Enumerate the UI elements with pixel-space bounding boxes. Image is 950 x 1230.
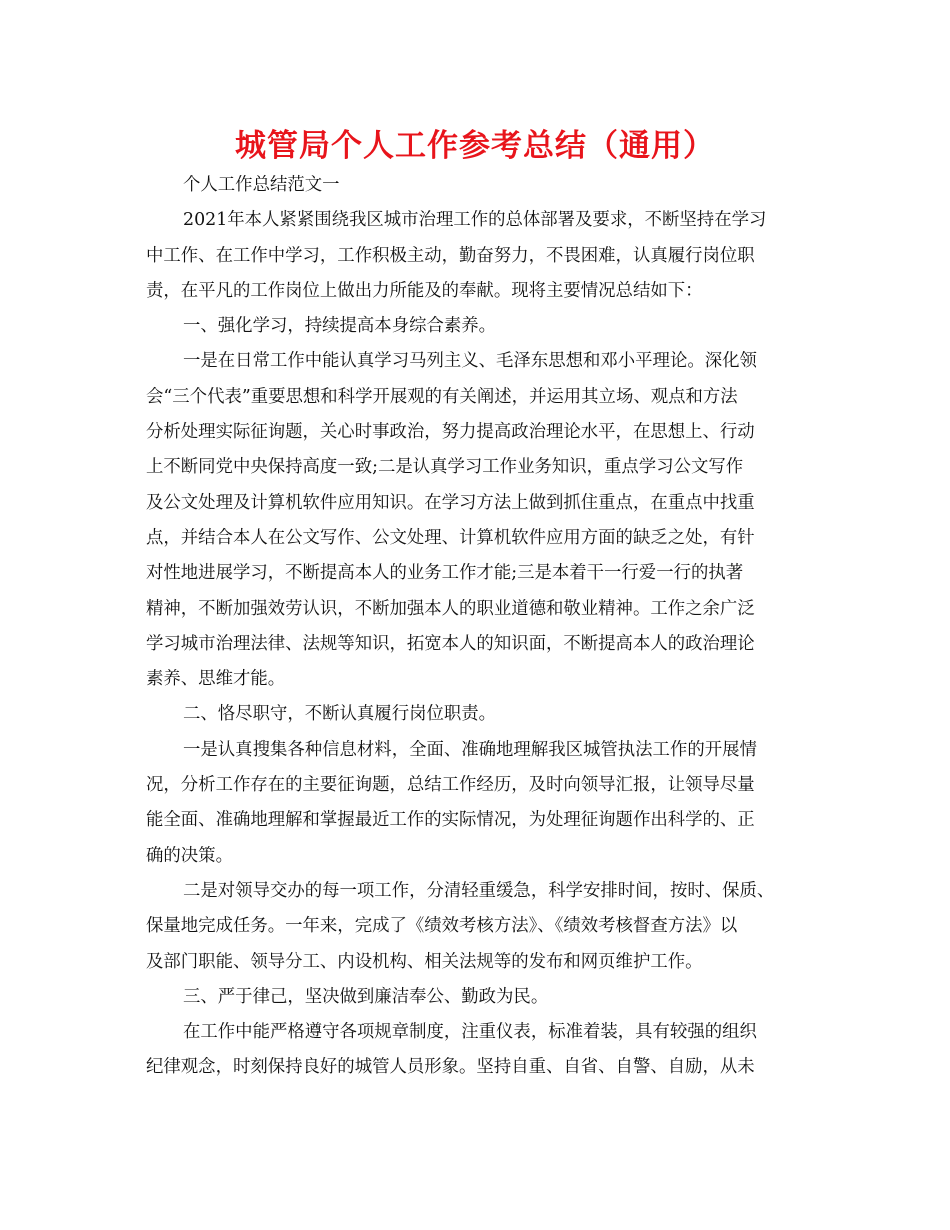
text-line: 确的决策。: [146, 845, 233, 866]
text-line: 能全面、准确地理解和掌握最近工作的实际情况，为处理征询题作出科学的、正: [146, 810, 755, 831]
text-line: 点，并结合本人在公文写作、公文处理、计算机软件应用方面的缺乏之处，有针: [146, 527, 755, 548]
text-line: 精神，不断加强效劳认识，不断加强本人的职业道德和敬业精神。工作之余广泛: [146, 598, 755, 619]
text-line: 上不断同党中央保持高度一致;二是认真学习工作业务知识，重点学习公文写作: [146, 457, 744, 478]
text-line: 会“三个代表”重要思想和科学开展观的有关阐述，并运用其立场、观点和方法: [146, 386, 738, 407]
text-line: 二是对领导交办的每一项工作，分清轻重缓急，科学安排时间，按时、保质、: [183, 880, 775, 901]
text-line: 素养、思维才能。: [146, 669, 286, 690]
text-line: 及部门职能、领导分工、内设机构、相关法规等的发布和网页维护工作。: [146, 951, 703, 972]
text-line: 在工作中能严格遵守各项规章制度，注重仪表，标准着装，具有较强的组织: [183, 1022, 757, 1043]
text-line: 一、强化学习，持续提高本身综合素养。: [183, 316, 497, 337]
text-line: 对性地进展学习，不断提高本人的业务工作才能;三是本着干一行爱一行的执著: [146, 563, 744, 584]
text-line: 学习城市治理法律、法规等知识，拓宽本人的知识面，不断提高本人的政治理论: [146, 633, 755, 654]
text-line: 三、严于律己，坚决做到廉洁奉公、勤政为民。: [183, 986, 549, 1007]
text-line: 况，分析工作存在的主要征询题，总结工作经历，及时向领导汇报，让领导尽量: [146, 775, 755, 796]
document-title: 城管局个人工作参考总结（通用）: [235, 128, 715, 164]
text-line: 中工作、在工作中学习，工作积极主动，勤奋努力，不畏困难，认真履行岗位职: [146, 245, 755, 266]
text-line: 2021年本人紧紧围绕我区城市治理工作的总体部署及要求，不断坚持在学习: [183, 210, 767, 231]
text-line: 责，在平凡的工作岗位上做出力所能及的奉献。现将主要情况总结如下：: [146, 280, 703, 301]
text-line: 保量地完成任务。一年来，完成了《绩效考核方法》、《绩效考核督查方法》以: [146, 916, 738, 937]
text-line: 二、恪尽职守，不断认真履行岗位职责。: [183, 704, 497, 725]
text-line: 个人工作总结范文一: [183, 175, 340, 195]
text-line: 及公文处理及计算机软件应用知识。在学习方法上做到抓住重点，在重点中找重: [146, 492, 755, 513]
text-line: 分析处理实际征询题，关心时事政治，努力提高政治理论水平，在思想上、行动: [146, 422, 755, 443]
document-body: [146, 168, 810, 1086]
text-line: 一是在日常工作中能认真学习马列主义、毛泽东思想和邓小平理论。深化领: [183, 351, 757, 372]
text-line: 纪律观念，时刻保持良好的城管人员形象。坚持自重、自省、自警、自励，从未: [146, 1057, 755, 1078]
text-line: 一是认真搜集各种信息材料，全面、准确地理解我区城管执法工作的开展情: [183, 739, 757, 760]
